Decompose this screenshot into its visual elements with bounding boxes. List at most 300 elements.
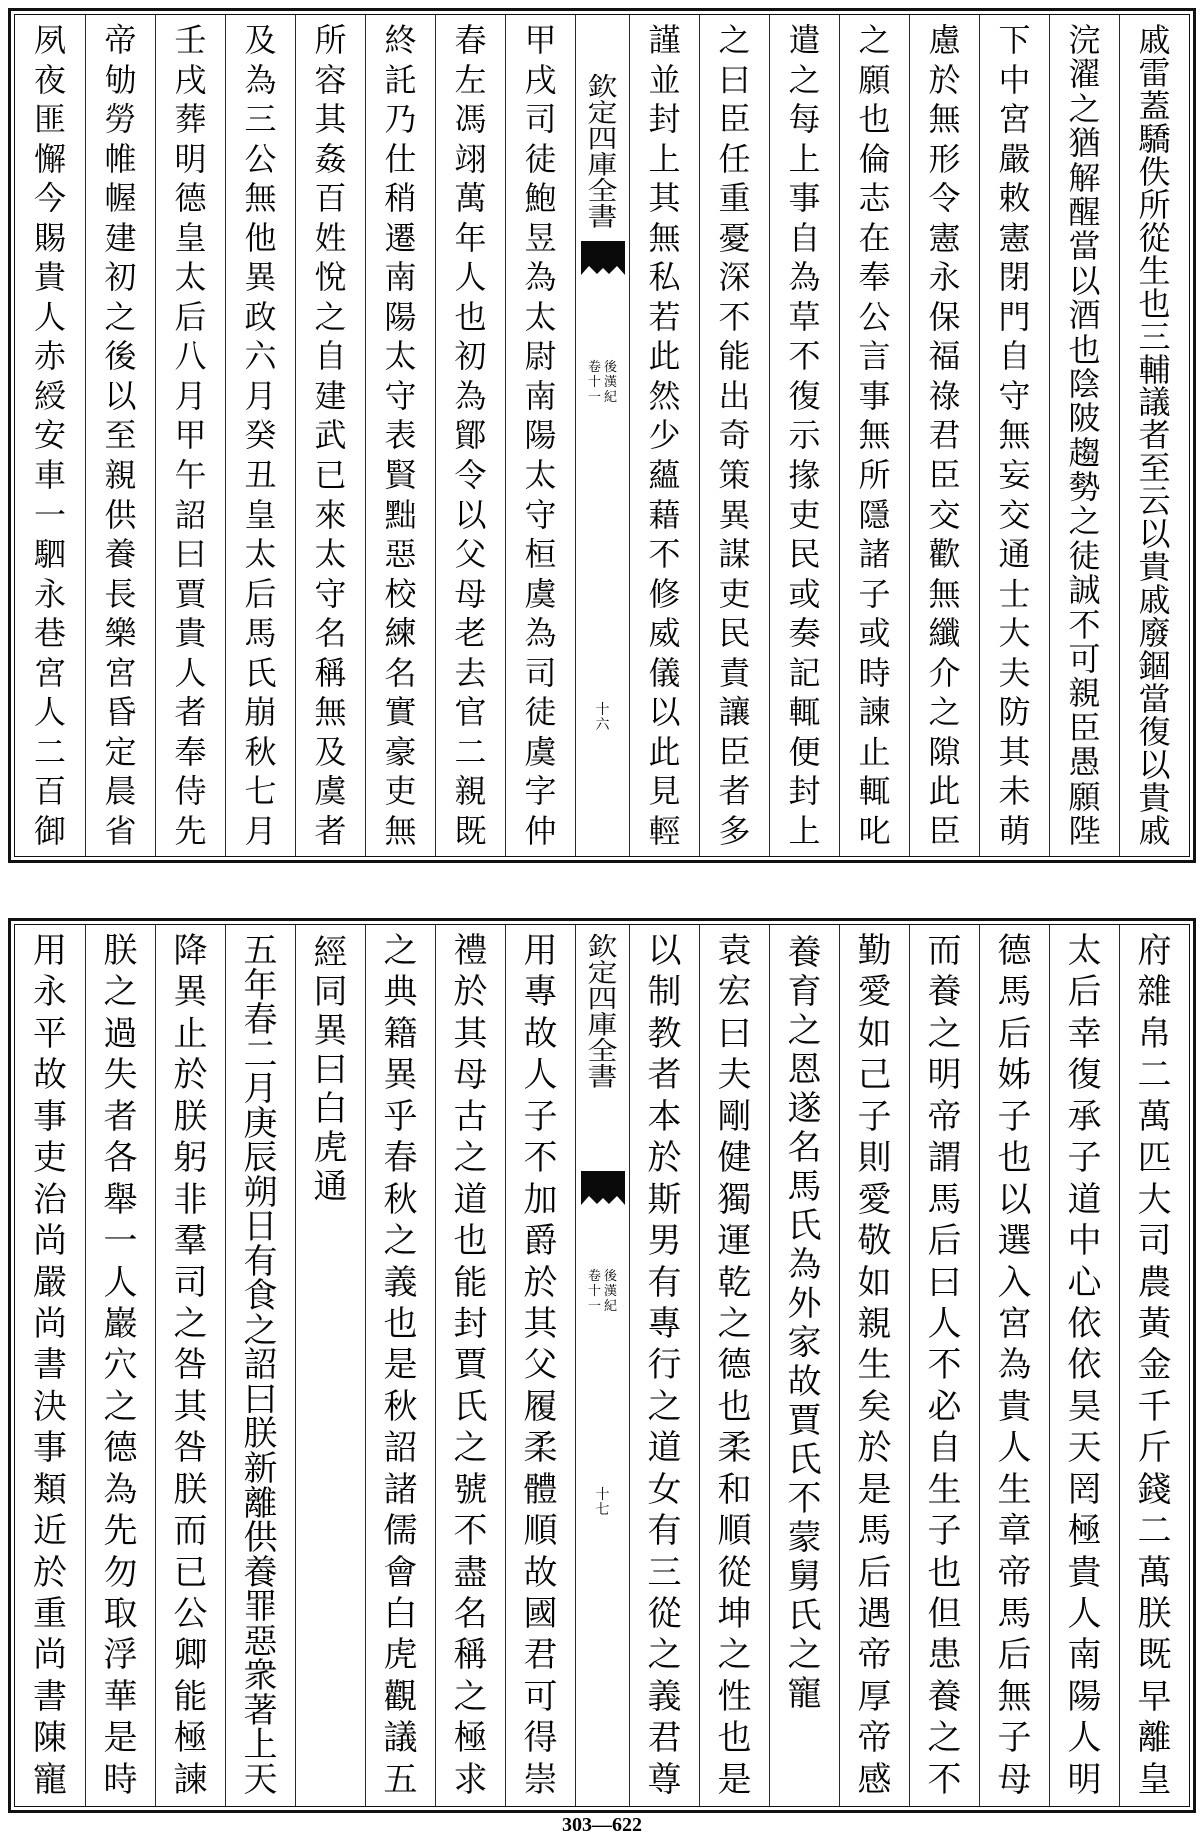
volume-label [588, 360, 601, 405]
glyph: 門 [998, 297, 1031, 336]
glyph: 二 [1137, 1511, 1172, 1552]
glyph: 子 [997, 1718, 1032, 1759]
glyph: 定 [587, 98, 618, 129]
glyph: 馬 [997, 1594, 1032, 1634]
glyph: 夙 [33, 21, 66, 59]
glyph: 一 [33, 495, 66, 534]
glyph: 蓋 [1138, 86, 1171, 125]
glyph: 年 [454, 218, 487, 257]
glyph: 有 [647, 1262, 682, 1303]
glyph: 永 [33, 972, 67, 1013]
glyph: 月 [174, 376, 207, 415]
glyph: 詔 [383, 1428, 418, 1469]
glyph: 臣 [928, 456, 961, 495]
glyph: 天 [243, 1759, 278, 1800]
glyph: 極 [1067, 1511, 1102, 1552]
glyph: 深 [718, 258, 751, 297]
glyph: 遣 [788, 21, 821, 59]
glyph: 敕 [998, 179, 1031, 218]
glyph: 上 [648, 139, 681, 178]
glyph: 交 [998, 495, 1031, 534]
glyph: 謀 [718, 535, 751, 574]
glyph: 履 [523, 1386, 558, 1427]
glyph: 明 [174, 139, 207, 178]
glyph: 吏 [33, 1138, 67, 1179]
glyph: 之 [647, 1635, 682, 1676]
glyph: 父 [454, 535, 487, 574]
glyph: 藉 [648, 495, 681, 534]
glyph: 歡 [928, 535, 961, 574]
glyph: 秋 [383, 1386, 418, 1427]
glyph: 夫 [717, 1055, 752, 1096]
glyph: 其 [998, 732, 1031, 771]
glyph: 或 [858, 614, 891, 653]
glyph: 馮 [454, 100, 487, 139]
glyph: 朕 [1137, 1594, 1172, 1634]
glyph: 帝 [927, 1096, 962, 1137]
glyph: 通 [998, 535, 1031, 574]
glyph: 育 [787, 972, 822, 1012]
glyph: 號 [453, 1469, 488, 1510]
glyph: 過 [103, 1013, 138, 1054]
glyph: 非 [173, 1179, 208, 1220]
glyph: 以 [104, 376, 137, 415]
glyph: 帝 [997, 1552, 1032, 1593]
glyph: 南 [524, 376, 557, 415]
glyph: 故 [523, 1552, 558, 1593]
glyph: 趨 [1068, 433, 1101, 472]
glyph: 仕 [384, 139, 417, 178]
glyph: 德 [717, 1345, 752, 1386]
glyph: 以 [648, 693, 681, 732]
glyph: 四 [587, 984, 618, 1015]
fishtail-ornament-icon [581, 1171, 625, 1205]
glyph: 太 [524, 297, 557, 336]
glyph: 無 [928, 574, 961, 613]
glyph: 以 [454, 495, 487, 534]
glyph: 重 [718, 179, 751, 218]
glyph: 敬 [857, 1221, 892, 1262]
glyph: 於 [453, 972, 488, 1013]
glyph: 太 [314, 535, 347, 574]
glyph: 華 [103, 1676, 138, 1717]
glyph: 府 [1137, 931, 1172, 971]
glyph: 躬 [173, 1138, 208, 1179]
glyph: 桓 [524, 535, 557, 574]
glyph: 而 [173, 1511, 208, 1552]
text-column [979, 925, 1049, 1806]
glyph: 不 [788, 337, 821, 376]
glyph: 吏 [718, 574, 751, 613]
glyph: 異 [718, 495, 751, 534]
glyph: 議 [383, 1718, 418, 1759]
glyph: 朕 [243, 1414, 278, 1455]
glyph: 無 [998, 416, 1031, 455]
glyph: 此 [928, 772, 961, 811]
glyph: 斤 [1137, 1428, 1172, 1469]
glyph: 崇 [523, 1759, 558, 1800]
glyph: 儀 [648, 653, 681, 692]
glyph: 名 [453, 1594, 488, 1634]
glyph: 輒 [858, 772, 891, 811]
glyph: 近 [33, 1511, 67, 1552]
page-frame [14, 14, 1190, 857]
glyph: 和 [717, 1469, 752, 1510]
glyph: 著 [243, 1690, 278, 1731]
glyph: 秋 [244, 732, 277, 771]
glyph: 永 [928, 258, 961, 297]
glyph: 全 [587, 176, 618, 207]
glyph: 無 [384, 811, 417, 850]
page-number [576, 703, 629, 733]
glyph: 如 [857, 1262, 892, 1303]
glyph: 公 [858, 297, 891, 336]
glyph: 守 [384, 376, 417, 415]
glyph: 五 [383, 1759, 418, 1800]
glyph: 順 [523, 1511, 558, 1552]
glyph: 私 [648, 258, 681, 297]
text-column [629, 925, 699, 1806]
glyph: 親 [104, 456, 137, 495]
glyph: 異 [313, 1011, 348, 1051]
glyph: 母 [997, 1759, 1032, 1800]
glyph: 則 [857, 1138, 892, 1179]
glyph: 月 [244, 811, 277, 850]
glyph: 也 [997, 1138, 1032, 1179]
glyph: 決 [33, 1386, 67, 1427]
glyph: 天 [1067, 1428, 1102, 1469]
glyph: 既 [454, 811, 487, 850]
glyph: 無 [997, 1676, 1032, 1717]
glyph: 奇 [718, 416, 751, 455]
glyph: 長 [104, 574, 137, 613]
glyph: 朕 [103, 931, 138, 971]
glyph: 農 [1137, 1262, 1172, 1303]
glyph: 徒 [524, 139, 557, 178]
glyph: 匹 [1137, 1138, 1172, 1179]
glyph: 異 [383, 1055, 418, 1096]
glyph: 紀 [604, 1299, 618, 1314]
glyph: 者 [174, 693, 207, 732]
glyph: 之 [1068, 502, 1101, 541]
glyph: 後 [604, 360, 618, 375]
glyph: 觀 [383, 1676, 418, 1717]
glyph: 至 [1138, 449, 1171, 488]
glyph: 是 [383, 1345, 418, 1386]
glyph: 晨 [104, 772, 137, 811]
glyph: 感 [857, 1759, 892, 1800]
glyph: 陰 [1068, 364, 1101, 403]
glyph: 為 [103, 1469, 138, 1510]
glyph: 志 [858, 179, 891, 218]
glyph: 明 [927, 1055, 962, 1096]
glyph: 二 [243, 1034, 278, 1075]
glyph: 全 [587, 1036, 618, 1067]
glyph: 得 [523, 1718, 558, 1759]
glyph: 一 [587, 1299, 601, 1314]
glyph: 經 [313, 933, 348, 973]
glyph: 女 [647, 1469, 682, 1510]
glyph: 遇 [857, 1594, 892, 1634]
glyph: 可 [1068, 640, 1101, 679]
glyph: 各 [103, 1138, 138, 1179]
glyph: 自 [788, 218, 821, 257]
glyph: 道 [1067, 1179, 1102, 1220]
glyph: 罪 [243, 1587, 278, 1628]
glyph: 吏 [788, 495, 821, 534]
glyph: 百 [33, 772, 66, 811]
glyph: 宮 [33, 653, 66, 692]
glyph: 任 [718, 139, 751, 178]
glyph: 母 [453, 1055, 488, 1096]
text-column [1049, 15, 1119, 856]
glyph: 諫 [858, 693, 891, 732]
glyph: 輔 [1138, 350, 1171, 389]
glyph: 不 [718, 297, 751, 336]
glyph: 記 [788, 653, 821, 692]
glyph: 故 [787, 1362, 822, 1402]
glyph: 時 [858, 653, 891, 692]
glyph: 者 [718, 772, 751, 811]
glyph: 蘊 [648, 456, 681, 495]
glyph: 氏 [787, 1596, 822, 1636]
glyph: 以 [1138, 745, 1171, 784]
glyph: 復 [1138, 713, 1171, 752]
glyph: 介 [928, 653, 961, 692]
glyph: 人 [1067, 1718, 1102, 1759]
glyph: 紀 [604, 390, 618, 405]
glyph: 掾 [788, 456, 821, 495]
glyph: 武 [314, 416, 347, 455]
glyph: 從 [647, 1594, 682, 1634]
glyph: 昱 [524, 218, 557, 257]
glyph: 貴 [1138, 548, 1171, 587]
glyph: 陽 [1067, 1676, 1102, 1717]
glyph: 之 [1068, 89, 1101, 128]
glyph: 六 [595, 717, 610, 733]
glyph: 子 [523, 1096, 558, 1137]
glyph: 子 [858, 574, 891, 613]
glyph: 宏 [717, 972, 752, 1013]
glyph: 時 [103, 1759, 138, 1800]
glyph: 或 [788, 574, 821, 613]
text-column [505, 15, 575, 856]
glyph: 之 [453, 1676, 488, 1717]
glyph: 其 [453, 1013, 488, 1054]
glyph: 三 [647, 1552, 682, 1593]
glyph: 保 [928, 297, 961, 336]
glyph: 雷 [1138, 53, 1171, 92]
glyph: 養 [104, 535, 137, 574]
glyph: 卷 [587, 360, 601, 375]
glyph: 之 [103, 972, 138, 1013]
glyph: 七 [595, 1502, 610, 1518]
glyph: 司 [524, 653, 557, 692]
glyph: 生 [997, 1469, 1032, 1510]
glyph: 戚 [1138, 581, 1171, 620]
glyph: 咎 [173, 1428, 208, 1469]
glyph: 民 [788, 535, 821, 574]
glyph: 皇 [174, 218, 207, 257]
glyph: 千 [1137, 1386, 1172, 1427]
glyph: 一 [103, 1221, 138, 1262]
glyph: 漢 [604, 1284, 618, 1299]
glyph: 道 [647, 1428, 682, 1469]
glyph: 早 [1137, 1676, 1172, 1717]
glyph: 姊 [997, 1055, 1032, 1096]
glyph: 於 [647, 1138, 682, 1179]
glyph: 定 [104, 732, 137, 771]
glyph: 之 [717, 1635, 752, 1676]
glyph: 能 [718, 337, 751, 376]
glyph: 臣 [718, 732, 751, 771]
glyph: 復 [788, 376, 821, 415]
glyph: 依 [1067, 1345, 1102, 1386]
glyph: 賈 [174, 574, 207, 613]
glyph: 生 [1138, 251, 1171, 290]
glyph: 恩 [787, 1050, 822, 1090]
book-title [604, 1269, 617, 1314]
glyph: 三 [1138, 317, 1171, 356]
glyph: 黜 [384, 495, 417, 534]
glyph: 禮 [453, 931, 488, 971]
glyph: 養 [927, 972, 962, 1013]
glyph: 儒 [383, 1511, 418, 1552]
glyph: 教 [647, 1013, 682, 1054]
glyph: 為 [788, 258, 821, 297]
glyph: 十 [595, 702, 610, 718]
glyph: 太 [384, 337, 417, 376]
glyph: 平 [33, 1013, 67, 1054]
glyph: 萬 [454, 179, 487, 218]
glyph: 錢 [1137, 1469, 1172, 1510]
glyph: 體 [523, 1469, 558, 1510]
glyph: 舉 [103, 1179, 138, 1220]
glyph: 貴 [33, 258, 66, 297]
glyph: 愚 [1068, 743, 1101, 782]
glyph: 民 [718, 614, 751, 653]
glyph: 戌 [524, 60, 557, 99]
glyph: 壬 [174, 21, 207, 59]
glyph: 至 [104, 416, 137, 455]
glyph: 宮 [997, 1303, 1032, 1344]
glyph: 惡 [243, 1621, 278, 1662]
glyph: 為 [244, 60, 277, 99]
glyph: 所 [314, 21, 347, 59]
glyph: 謂 [927, 1138, 962, 1179]
glyph: 姦 [314, 139, 347, 178]
upper-page-panel [8, 8, 1196, 863]
text-column [699, 15, 769, 856]
glyph: 之 [314, 297, 347, 336]
glyph: 年 [243, 965, 278, 1006]
glyph: 遂 [787, 1089, 822, 1129]
glyph: 之 [788, 60, 821, 99]
page-number [576, 1488, 629, 1518]
glyph: 已 [173, 1552, 208, 1593]
glyph: 二 [33, 732, 66, 771]
glyph: 后 [997, 1013, 1032, 1054]
glyph: 漢 [604, 375, 618, 390]
glyph: 謹 [648, 21, 681, 59]
glyph: 能 [453, 1262, 488, 1303]
glyph: 五 [243, 931, 278, 971]
glyph: 貴 [174, 614, 207, 653]
glyph: 有 [243, 1241, 278, 1282]
glyph: 容 [314, 60, 347, 99]
glyph: 人 [523, 1055, 558, 1096]
glyph: 實 [384, 693, 417, 732]
text-column [1049, 925, 1119, 1806]
glyph: 曰 [313, 1050, 348, 1090]
glyph: 南 [384, 258, 417, 297]
glyph: 之 [453, 1428, 488, 1469]
fishtail-ornament-icon [581, 241, 625, 275]
glyph: 封 [453, 1303, 488, 1344]
glyph: 后 [997, 1635, 1032, 1676]
glyph: 虞 [314, 772, 347, 811]
glyph: 司 [1137, 1221, 1172, 1262]
glyph: 君 [647, 1718, 682, 1759]
glyph: 選 [997, 1221, 1032, 1262]
text-column [505, 925, 575, 1806]
glyph: 甲 [174, 416, 207, 455]
glyph: 下 [998, 21, 1031, 59]
glyph: 必 [927, 1386, 962, 1427]
glyph: 無 [244, 179, 277, 218]
glyph: 氏 [787, 1206, 822, 1246]
glyph: 尚 [33, 1635, 67, 1676]
glyph: 月 [244, 376, 277, 415]
glyph: 父 [523, 1345, 558, 1386]
glyph: 尚 [33, 1221, 67, 1262]
glyph: 守 [314, 574, 347, 613]
glyph: 朔 [243, 1172, 278, 1213]
glyph: 三 [244, 100, 277, 139]
glyph: 吏 [384, 772, 417, 811]
glyph: 校 [384, 574, 417, 613]
page-code: 303—622 [562, 1814, 642, 1836]
glyph: 養 [787, 933, 822, 973]
glyph: 萌 [998, 811, 1031, 850]
glyph: 乎 [383, 1096, 418, 1137]
glyph: 者 [314, 811, 347, 850]
glyph: 通 [313, 1167, 348, 1207]
glyph: 慮 [928, 21, 961, 59]
book-label [576, 360, 629, 405]
glyph: 入 [997, 1262, 1032, 1303]
glyph: 十 [587, 375, 601, 390]
glyph: 人 [1067, 1594, 1102, 1634]
glyph: 名 [384, 653, 417, 692]
glyph: 封 [788, 772, 821, 811]
glyph: 建 [314, 376, 347, 415]
glyph: 專 [647, 1303, 682, 1344]
glyph: 順 [717, 1511, 752, 1552]
glyph: 南 [1067, 1635, 1102, 1676]
glyph: 御 [33, 811, 66, 850]
text-column [839, 15, 909, 856]
glyph: 云 [1138, 482, 1171, 521]
glyph: 令 [454, 456, 487, 495]
glyph: 德 [103, 1428, 138, 1469]
glyph: 愛 [857, 1179, 892, 1220]
glyph: 之 [243, 1310, 278, 1351]
glyph: 妄 [998, 456, 1031, 495]
glyph: 若 [648, 297, 681, 336]
glyph: 自 [927, 1428, 962, 1469]
glyph: 袁 [717, 931, 752, 971]
